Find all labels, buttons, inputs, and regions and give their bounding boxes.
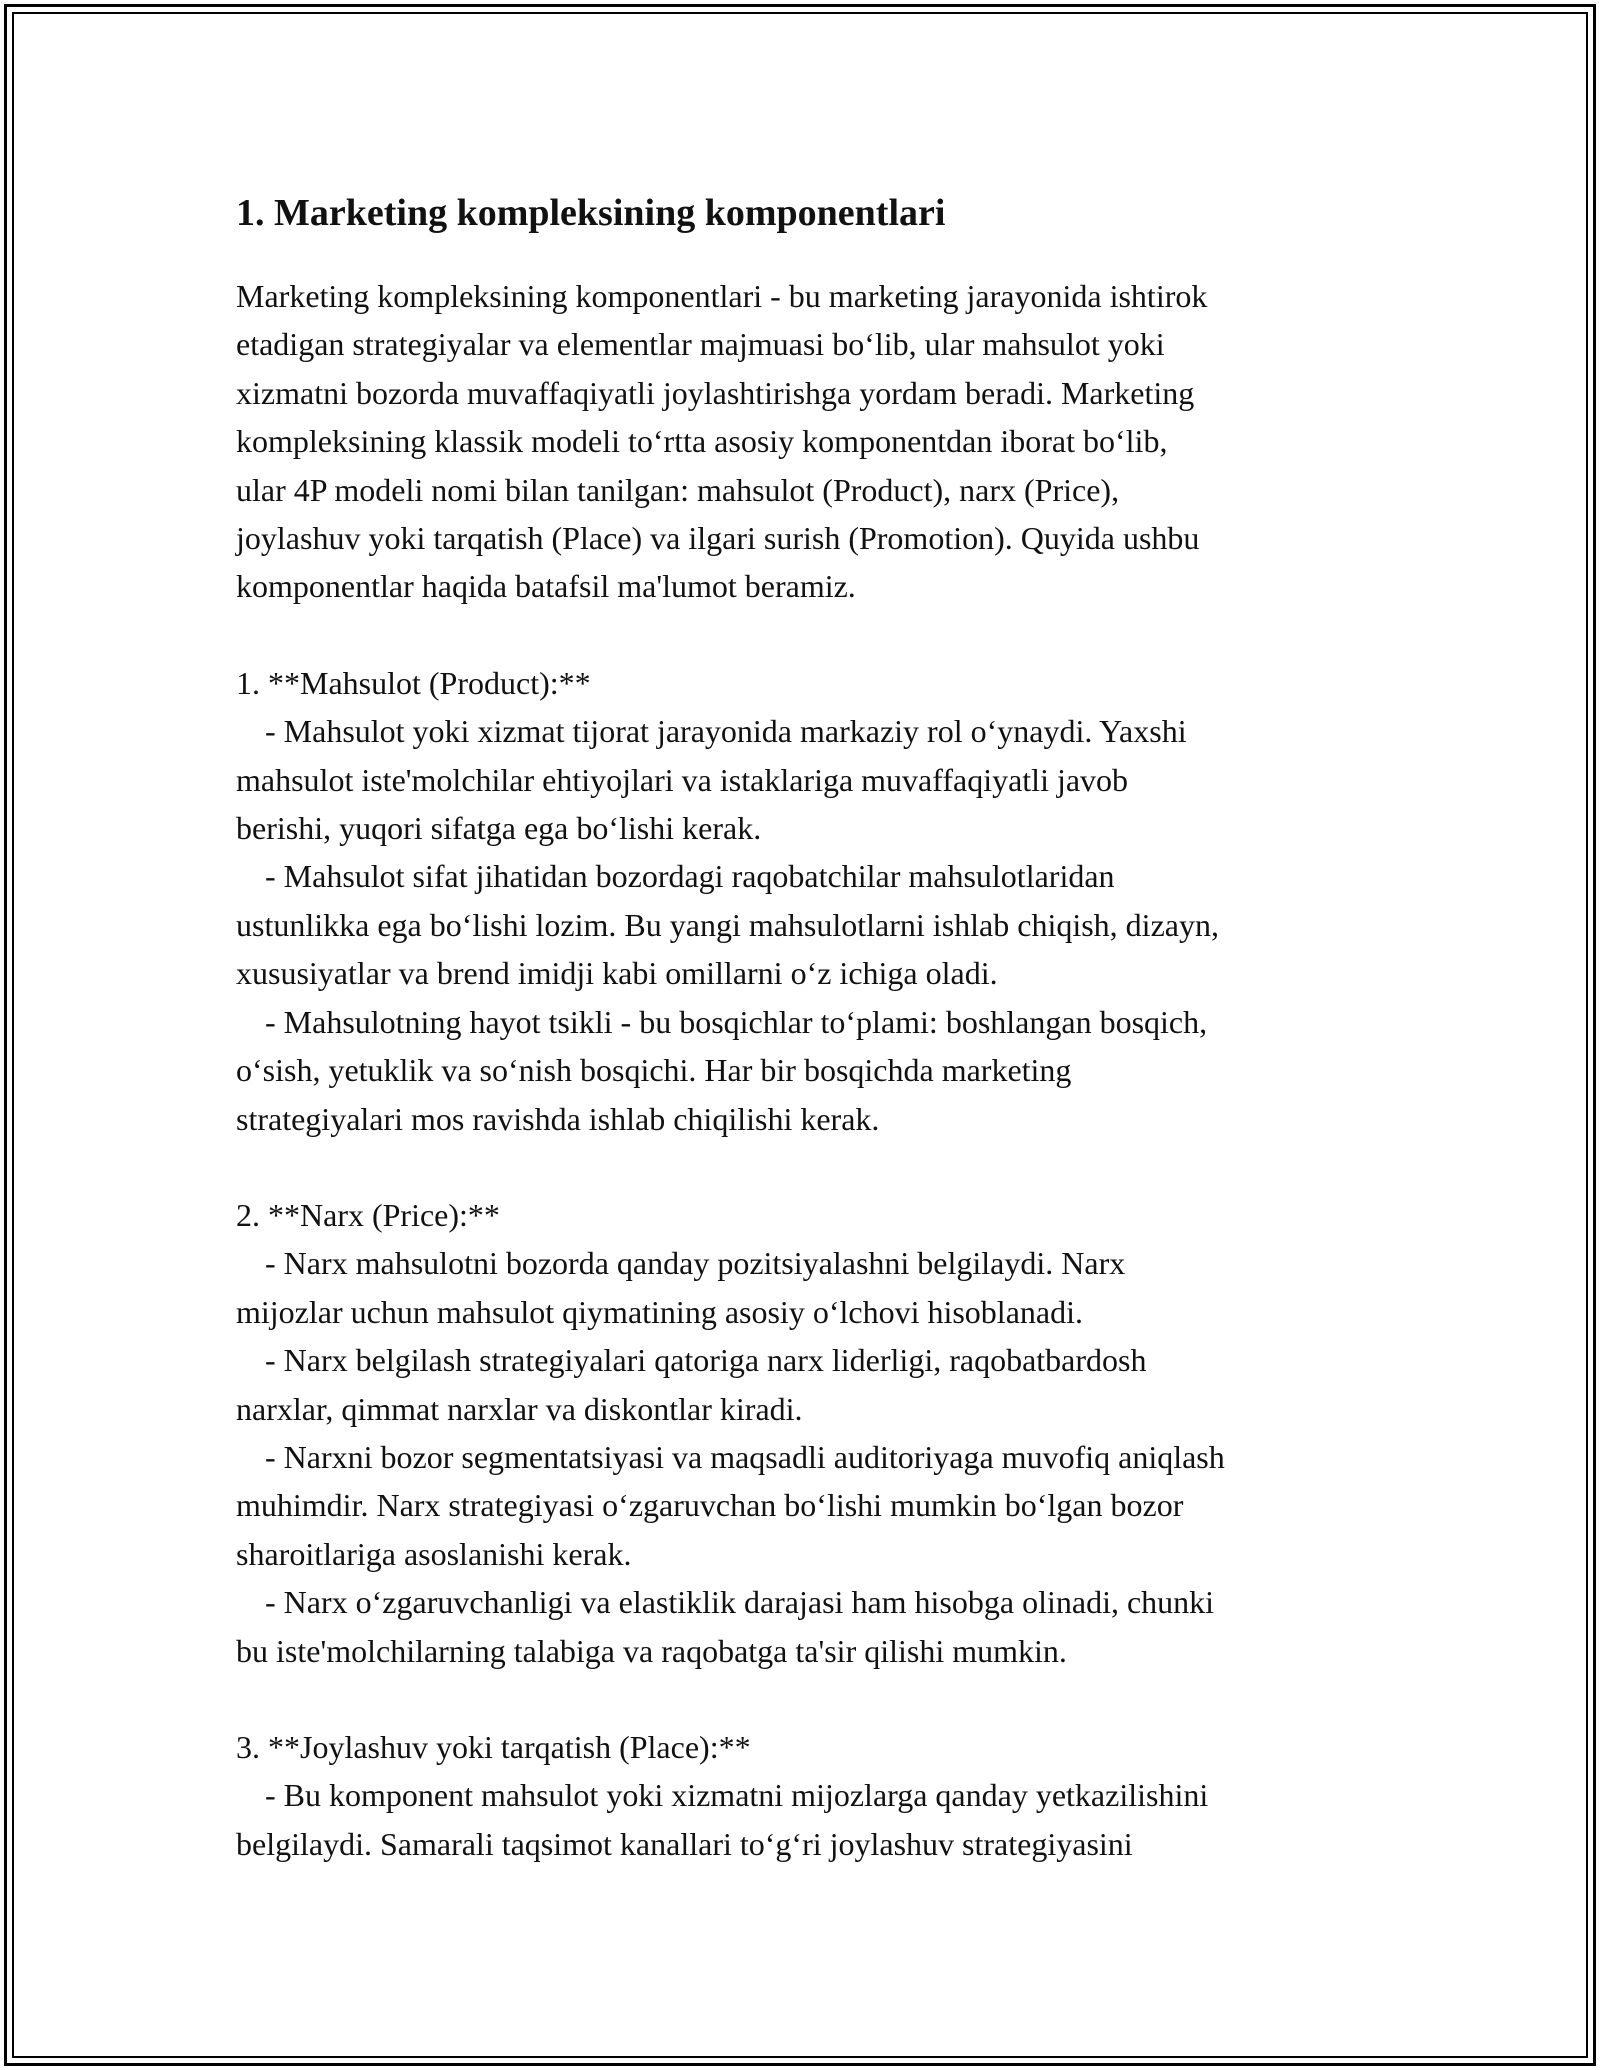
bullet-line: - Narx mahsulotni bozorda qanday pozitsiyalashni belgilaydi. Narx bbox=[265, 1245, 1126, 1282]
section-title: 2. **Narx (Price):** bbox=[236, 1196, 500, 1233]
document-body bbox=[236, 188, 1366, 1868]
bullet-line: strategiyalari mos ravishda ishlab chiqilishi kerak. bbox=[236, 1100, 880, 1137]
bullet-line: sharoitlariga asoslanishi kerak. bbox=[236, 1535, 632, 1572]
bullet-line: narxlar, qimmat narxlar va diskontlar kiradi. bbox=[236, 1390, 803, 1427]
intro-line: kompleksining klassik modeli to‘rtta asosiy komponentdan iborat bo‘lib, bbox=[236, 423, 1168, 460]
intro-line: xizmatni bozorda muvaffaqiyatli joylashtirishga yordam beradi. Marketing bbox=[236, 374, 1195, 411]
section-price bbox=[236, 1191, 1366, 1675]
section-product bbox=[236, 659, 1366, 1143]
bullet-line: - Mahsulot yoki xizmat tijorat jarayonida markaziy rol o‘ynaydi. Yaxshi bbox=[265, 713, 1187, 750]
intro-line: joylashuv yoki tarqatish (Place) va ilgari surish (Promotion). Quyida ushbu bbox=[236, 520, 1200, 557]
bullet-line: - Narx belgilash strategiyalari qatoriga narx liderligi, raqobatbardosh bbox=[265, 1342, 1147, 1379]
section-title: 1. **Mahsulot (Product):** bbox=[236, 664, 591, 701]
bullet-line: - Narx o‘zgaruvchanligi va elastiklik darajasi ham hisobga olinadi, chunki bbox=[265, 1584, 1215, 1621]
bullet-line: - Mahsulot sifat jihatidan bozordagi raqobatchilar mahsulotlaridan bbox=[265, 858, 1115, 895]
section-place bbox=[236, 1723, 1366, 1868]
bullet-line: mijozlar uchun mahsulot qiymatining asosiy o‘lchovi hisoblanadi. bbox=[236, 1293, 1083, 1330]
bullet-line: xususiyatlar va brend imidji kabi omillarni o‘z ichiga oladi. bbox=[236, 955, 998, 992]
intro-line: komponentlar haqida batafsil ma'lumot beramiz. bbox=[236, 568, 856, 605]
bullet-line: o‘sish, yetuklik va so‘nish bosqichi. Har bir bosqichda marketing bbox=[236, 1052, 1072, 1089]
section-title: 3. **Joylashuv yoki tarqatish (Place):** bbox=[236, 1728, 751, 1765]
bullet-line: ustunlikka ega bo‘lishi lozim. Bu yangi mahsulotlarni ishlab chiqish, dizayn, bbox=[236, 906, 1219, 943]
bullet-line: belgilaydi. Samarali taqsimot kanallari to‘g‘ri joylashuv strategiyasini bbox=[236, 1825, 1133, 1862]
bullet-line: - Mahsulotning hayot tsikli - bu bosqichlar to‘plami: boshlangan bosqich, bbox=[265, 1003, 1208, 1040]
bullet-line: berishi, yuqori sifatga ega bo‘lishi kerak. bbox=[236, 810, 762, 847]
bullet-line: - Bu komponent mahsulot yoki xizmatni mijozlarga qanday yetkazilishini bbox=[265, 1777, 1209, 1814]
intro-line: Marketing kompleksining komponentlari - bu marketing jarayonida ishtirok bbox=[236, 278, 1208, 314]
document-heading: 1. Marketing kompleksining komponentlari bbox=[236, 192, 946, 234]
intro-line: ular 4P modeli nomi bilan tanilgan: mahsulot (Product), narx (Price), bbox=[236, 471, 1120, 508]
bullet-line: bu iste'molchilarning talabiga va raqobatga ta'sir qilishi mumkin. bbox=[236, 1632, 1067, 1669]
bullet-line: mahsulot iste'molchilar ehtiyojlari va istaklariga muvaffaqiyatli javob bbox=[236, 761, 1129, 798]
bullet-line: - Narxni bozor segmentatsiyasi va maqsadli auditoriyaga muvofiq aniqlash bbox=[265, 1438, 1225, 1475]
bullet-line: muhimdir. Narx strategiyasi o‘zgaruvchan bo‘lishi mumkin bo‘lgan bozor bbox=[236, 1487, 1184, 1524]
intro-paragraph bbox=[236, 272, 1366, 611]
intro-line: etadigan strategiyalar va elementlar majmuasi bo‘lib, ular mahsulot yoki bbox=[236, 326, 1165, 363]
